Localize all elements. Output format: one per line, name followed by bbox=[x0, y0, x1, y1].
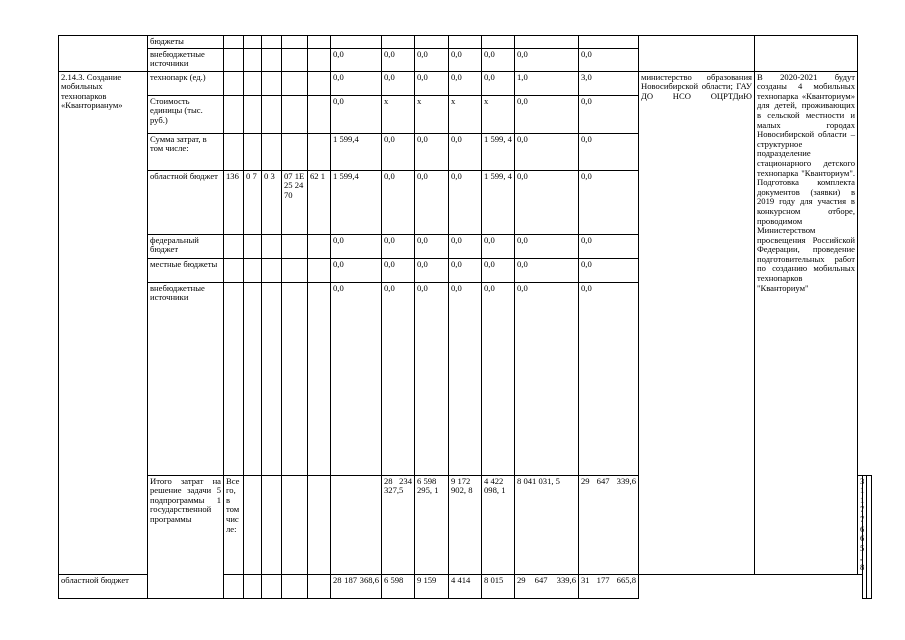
value-cell: 6 598 bbox=[382, 574, 415, 598]
cell-empty bbox=[308, 36, 331, 49]
value-cell: 0,0 bbox=[331, 258, 382, 282]
cell-empty bbox=[262, 36, 282, 49]
value-cell: 0,0 bbox=[579, 170, 639, 234]
value-cell: 0,0 bbox=[449, 170, 482, 234]
value-cell: 0,0 bbox=[579, 258, 639, 282]
value-cell: 0,0 bbox=[415, 71, 449, 95]
value-cell: х bbox=[382, 95, 415, 133]
task-name: 2.14.3. Создание мобильных технопарков «Кванторианум» bbox=[59, 71, 148, 574]
value-cell: 0,0 bbox=[382, 133, 415, 170]
cell-empty bbox=[308, 48, 331, 71]
value-cell: 0,0 bbox=[415, 170, 449, 234]
cell-empty bbox=[224, 71, 244, 95]
value-cell: 28 234 327,5 bbox=[382, 475, 415, 574]
cell-empty bbox=[282, 258, 308, 282]
cell-empty bbox=[262, 282, 282, 475]
source-cell: внебюджетные источники bbox=[148, 282, 224, 475]
value-cell: 0,0 bbox=[415, 48, 449, 71]
cell-empty bbox=[224, 234, 244, 258]
value-cell: 0,0 bbox=[382, 48, 415, 71]
value-cell: 0,0 bbox=[382, 234, 415, 258]
source-cell: местные бюджеты bbox=[148, 258, 224, 282]
source-cell: внебюджетные источники bbox=[148, 48, 224, 71]
source-cell: бюджеты bbox=[148, 36, 224, 49]
value-cell: 0,0 bbox=[579, 95, 639, 133]
cell-empty bbox=[282, 574, 308, 598]
source-cell: Сумма затрат, в том числе: bbox=[148, 133, 224, 170]
value-cell: 0,0 bbox=[449, 234, 482, 258]
value-cell: 1,0 bbox=[515, 71, 579, 95]
cell-empty bbox=[579, 36, 639, 49]
code-cell: 07 1Е 25 24 70 bbox=[282, 170, 308, 234]
cell-empty bbox=[244, 574, 262, 598]
value-cell: 1 599,4 bbox=[331, 170, 382, 234]
cell-empty bbox=[308, 574, 331, 598]
value-cell: 0,0 bbox=[415, 282, 449, 475]
value-cell: 8 041 031, 5 bbox=[515, 475, 579, 574]
value-cell: 0,0 bbox=[515, 133, 579, 170]
source-cell: областной бюджет bbox=[59, 574, 148, 598]
cell-empty bbox=[331, 36, 382, 49]
cell-empty bbox=[262, 133, 282, 170]
cell-empty bbox=[244, 475, 262, 574]
code-cell: 0 3 bbox=[262, 170, 282, 234]
cell-empty bbox=[449, 36, 482, 49]
value-cell: 0,0 bbox=[515, 234, 579, 258]
cell-empty bbox=[244, 133, 262, 170]
value-cell: 0,0 bbox=[331, 282, 382, 475]
value-cell: х bbox=[415, 95, 449, 133]
cell-empty bbox=[262, 258, 282, 282]
value-cell: 1 599,4 bbox=[331, 133, 382, 170]
cell-empty bbox=[282, 48, 308, 71]
responsible-cell: министерство образования Новосибирской области; ГАУ ДО НСО ОЦРТДиЮ bbox=[639, 71, 755, 574]
budget-table bbox=[58, 35, 872, 599]
value-cell: 9 159 bbox=[415, 574, 449, 598]
cell-empty bbox=[308, 95, 331, 133]
value-cell: 4 422 098, 1 bbox=[482, 475, 515, 574]
value-cell: 4 414 bbox=[449, 574, 482, 598]
cell-empty bbox=[282, 475, 308, 574]
source-cell: технопарк (ед.) bbox=[148, 71, 224, 95]
value-cell: 0,0 bbox=[415, 133, 449, 170]
value-cell: 0,0 bbox=[482, 234, 515, 258]
cell-empty bbox=[244, 234, 262, 258]
value-cell: 0,0 bbox=[331, 48, 382, 71]
cell-empty bbox=[331, 475, 382, 574]
cell-empty bbox=[867, 475, 872, 598]
value-cell: 0,0 bbox=[482, 71, 515, 95]
value-cell: 0,0 bbox=[579, 48, 639, 71]
value-cell: 0,0 bbox=[515, 258, 579, 282]
cell-empty bbox=[282, 71, 308, 95]
cell-empty bbox=[262, 95, 282, 133]
cell-empty bbox=[282, 234, 308, 258]
cell-empty bbox=[244, 71, 262, 95]
total-name: Итого затрат на решение задачи 5 подпрограммы 1 государственной программы bbox=[148, 475, 224, 598]
cell-empty bbox=[308, 133, 331, 170]
code-cell: 136 bbox=[224, 170, 244, 234]
cell-empty bbox=[282, 95, 308, 133]
value-cell: 0,0 bbox=[382, 170, 415, 234]
value-cell: 0,0 bbox=[382, 282, 415, 475]
cell-empty bbox=[224, 574, 244, 598]
cell-empty bbox=[639, 36, 755, 72]
cell-empty bbox=[244, 95, 262, 133]
value-cell: 0,0 bbox=[449, 48, 482, 71]
value-cell: 0,0 bbox=[515, 48, 579, 71]
value-cell: 0,0 bbox=[415, 234, 449, 258]
value-cell: 1 599, 4 bbox=[482, 170, 515, 234]
value-cell: 31 177 665,8 bbox=[579, 574, 639, 598]
value-cell: 0,0 bbox=[579, 234, 639, 258]
value-cell: 31 177 665,8 bbox=[858, 475, 863, 574]
cell-empty bbox=[282, 133, 308, 170]
value-cell: 0,0 bbox=[449, 282, 482, 475]
value-cell: 0,0 bbox=[449, 71, 482, 95]
source-cell: Всего, в том числе: bbox=[224, 475, 244, 574]
value-cell: 0,0 bbox=[331, 234, 382, 258]
source-cell: Стоимость единицы (тыс. руб.) bbox=[148, 95, 224, 133]
cell-empty bbox=[308, 282, 331, 475]
cell-empty bbox=[224, 48, 244, 71]
code-cell: 62 1 bbox=[308, 170, 331, 234]
value-cell: 28 187 368,6 bbox=[331, 574, 382, 598]
cell-empty bbox=[515, 36, 579, 49]
cell-empty bbox=[224, 95, 244, 133]
cell-empty bbox=[262, 48, 282, 71]
value-cell: 0,0 bbox=[331, 71, 382, 95]
value-cell: 29 647 339,6 bbox=[579, 475, 639, 574]
code-cell: 0 7 bbox=[244, 170, 262, 234]
value-cell: 3,0 bbox=[579, 71, 639, 95]
value-cell: 0,0 bbox=[515, 170, 579, 234]
value-cell: х bbox=[449, 95, 482, 133]
cell-empty bbox=[224, 36, 244, 49]
value-cell: 0,0 bbox=[579, 282, 639, 475]
source-cell: областной бюджет bbox=[148, 170, 224, 234]
cell-empty bbox=[282, 36, 308, 49]
value-cell: 0,0 bbox=[515, 95, 579, 133]
value-cell: 0,0 bbox=[382, 71, 415, 95]
cell-empty bbox=[224, 133, 244, 170]
cell-empty bbox=[224, 258, 244, 282]
cell-empty bbox=[262, 574, 282, 598]
cell-empty bbox=[224, 282, 244, 475]
value-cell: 1 599, 4 bbox=[482, 133, 515, 170]
cell-empty bbox=[308, 475, 331, 574]
cell-empty bbox=[308, 258, 331, 282]
cell-empty bbox=[262, 71, 282, 95]
value-cell: 0,0 bbox=[515, 282, 579, 475]
cell-empty bbox=[262, 234, 282, 258]
value-cell: 0,0 bbox=[482, 258, 515, 282]
cell-empty bbox=[308, 234, 331, 258]
value-cell: 0,0 bbox=[382, 258, 415, 282]
cell-empty bbox=[282, 282, 308, 475]
value-cell: 0,0 bbox=[449, 258, 482, 282]
value-cell: 6 598 295, 1 bbox=[415, 475, 449, 574]
value-cell: 9 172 902, 8 bbox=[449, 475, 482, 574]
value-cell: 29 647 339,6 bbox=[515, 574, 579, 598]
value-cell: 0,0 bbox=[331, 95, 382, 133]
cell-empty bbox=[244, 48, 262, 71]
cell-empty bbox=[308, 71, 331, 95]
cell-empty bbox=[262, 475, 282, 574]
cell-empty bbox=[382, 36, 415, 49]
result-cell: В 2020-2021 будут созданы 4 мобильных технопарка «Кванториум» для детей, проживающих в сельской местности и малых городах Новосибирской области – структурное подразделение стационарного детского технопарка "Кванториум". Подготовка комплекта документов (заявки) в 2019 году для участия в конкурсном отборе, проводимом Министерством просвещения Российской Федерации, проведение подготовительных работ по созданию мобильных технопарков "Кванториум" bbox=[755, 71, 858, 574]
cell-empty bbox=[415, 36, 449, 49]
value-cell: х bbox=[482, 95, 515, 133]
cell-empty bbox=[59, 36, 148, 72]
cell-empty bbox=[244, 258, 262, 282]
value-cell: 8 015 bbox=[482, 574, 515, 598]
value-cell: 0,0 bbox=[579, 133, 639, 170]
value-cell: 0,0 bbox=[482, 282, 515, 475]
cell-empty bbox=[244, 282, 262, 475]
cell-empty bbox=[244, 36, 262, 49]
row-count bbox=[59, 71, 872, 95]
row-top-budgets bbox=[59, 36, 872, 49]
value-cell: 0,0 bbox=[449, 133, 482, 170]
cell-empty bbox=[755, 36, 858, 72]
value-cell: 0,0 bbox=[415, 258, 449, 282]
cell-empty bbox=[482, 36, 515, 49]
value-cell: 0,0 bbox=[482, 48, 515, 71]
source-cell: федеральный бюджет bbox=[148, 234, 224, 258]
